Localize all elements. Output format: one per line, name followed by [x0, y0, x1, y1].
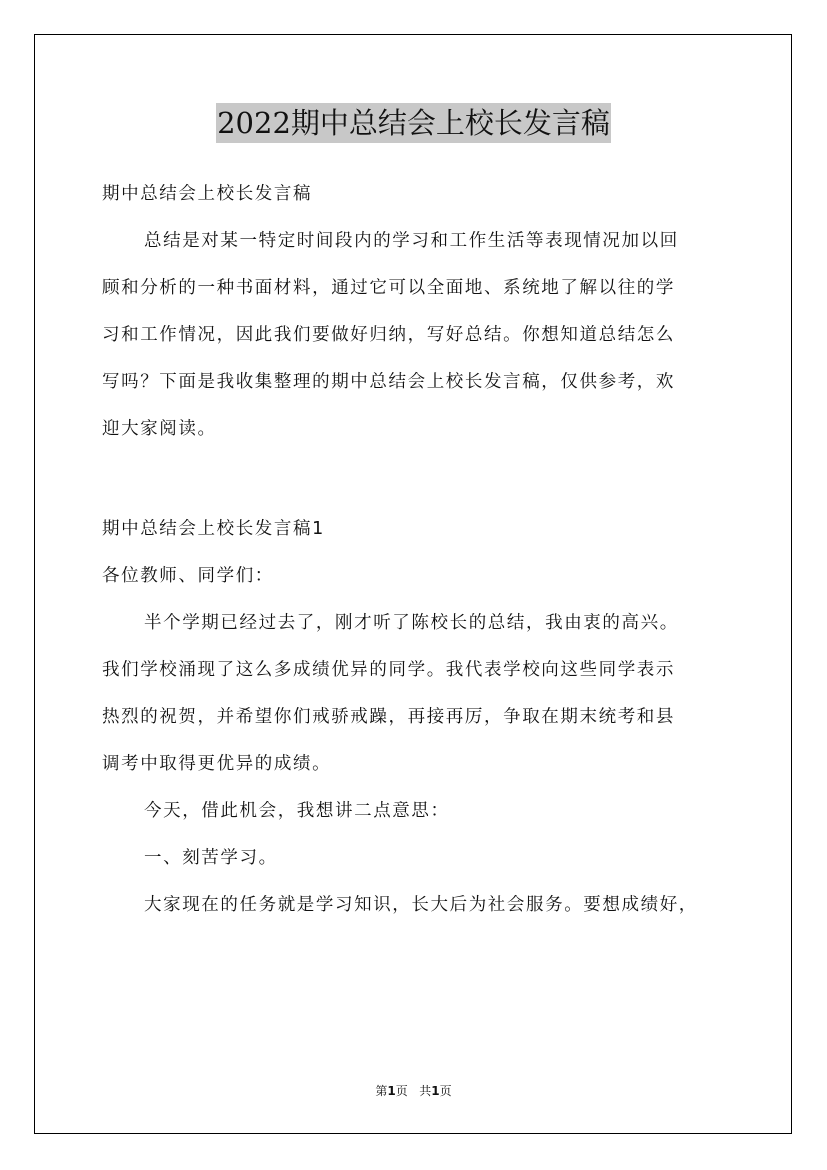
paragraph-line: 我们学校涌现了这么多成绩优异的同学。我代表学校向这些同学表示 [102, 660, 675, 680]
paragraph-line: 半个学期已经过去了，刚才听了陈校长的总结，我由衷的高兴。 [144, 613, 679, 633]
point-heading: 一、刻苦学习。 [144, 848, 278, 868]
intro-line: 迎大家阅读。 [102, 419, 217, 439]
section-heading: 期中总结会上校长发言稿1 [102, 519, 325, 539]
paragraph-gap [102, 453, 730, 506]
paragraph-line: 调考中取得更优异的成绩。 [102, 754, 332, 774]
greeting: 各位教师、同学们： [102, 566, 274, 586]
intro-line: 写吗？下面是我收集整理的期中总结会上校长发言稿，仅供参考，欢 [102, 372, 675, 392]
intro-line: 总结是对某一特定时间段内的学习和工作生活等表现情况加以回 [144, 231, 679, 251]
document-body [102, 171, 730, 929]
document-title: 2022期中总结会上校长发言稿 [216, 103, 611, 143]
total-unit: 页 [439, 1084, 452, 1098]
paragraph-line: 热烈的祝贺，并希望你们戒骄戒躁，再接再厉，争取在期末统考和县 [102, 707, 675, 727]
paragraph-line: 大家现在的任务就是学习知识，长大后为社会服务。要想成绩好， [144, 895, 698, 915]
intro-line: 习和工作情况，因此我们要做好归纳，写好总结。你想知道总结怎么 [102, 325, 675, 345]
page-number: 1 [387, 1084, 396, 1098]
page-footer [0, 1081, 827, 1101]
subtitle: 期中总结会上校长发言稿 [102, 184, 313, 204]
total-pages: 1 [431, 1084, 440, 1098]
page-unit: 页 [395, 1084, 408, 1098]
total-label: 共 [419, 1084, 432, 1098]
intro-line: 顾和分析的一种书面材料，通过它可以全面地、系统地了解以往的学 [102, 278, 675, 298]
paragraph-line: 今天，借此机会，我想讲二点意思： [144, 801, 450, 821]
title-container [0, 103, 827, 143]
page-label: 第 [375, 1084, 388, 1098]
